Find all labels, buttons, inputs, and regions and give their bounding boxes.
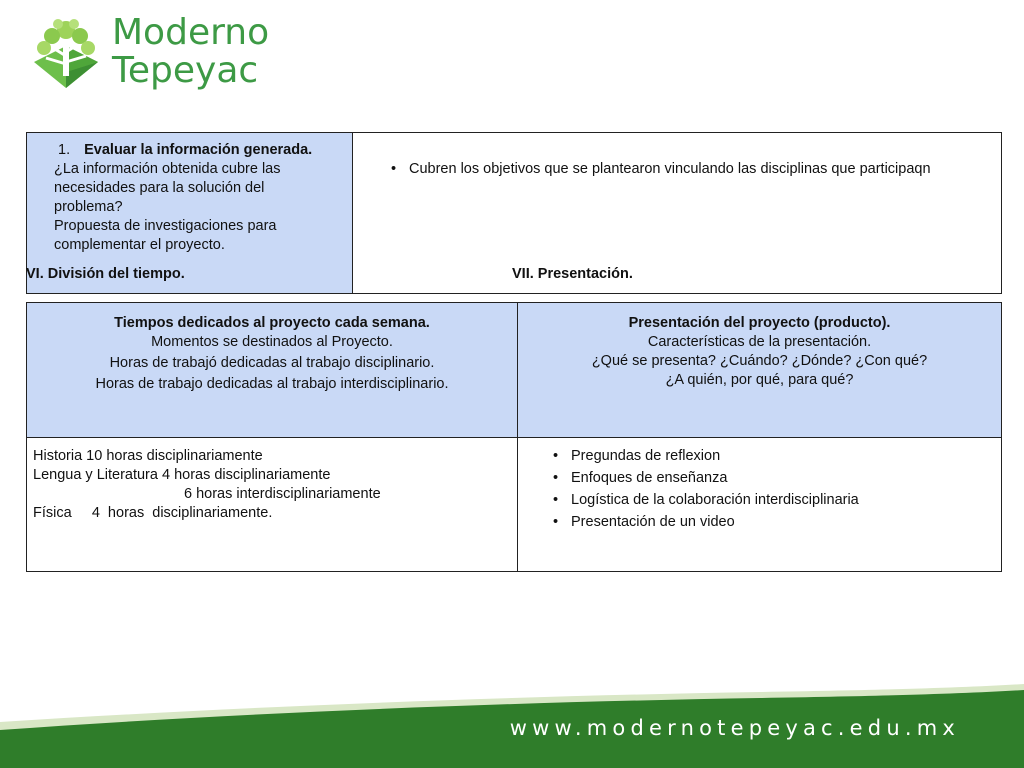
- time-detail-line: 6 horas interdisciplinariamente: [184, 486, 381, 502]
- logo-text: [112, 14, 269, 90]
- time-detail-line: Física 4 horas disciplinariamente.: [33, 505, 273, 521]
- presentation-header-title: Presentación del proyecto (producto).: [628, 315, 891, 331]
- presentation-detail-list: [549, 447, 995, 532]
- logo-line-2: Tepeyac: [112, 50, 259, 91]
- time-header-line: Horas de trabajó dedicadas al trabajo disciplinario.: [109, 355, 435, 371]
- presentation-header-cell: [518, 303, 1002, 438]
- list-item: • Presentación de un video: [549, 513, 995, 532]
- time-presentation-table: [26, 302, 1002, 572]
- section-time-division: VI. División del tiempo.: [26, 266, 185, 282]
- time-detail-line: Lengua y Literatura 4 horas disciplinariamente: [33, 467, 331, 483]
- evaluation-line: complementar el proyecto.: [54, 237, 225, 253]
- presentation-header-line: Características de la presentación.: [647, 334, 872, 350]
- evaluation-heading-text: Evaluar la información generada.: [84, 142, 313, 158]
- evaluation-result-list: [387, 160, 971, 179]
- presentation-detail-cell: [518, 438, 1002, 572]
- footer-wave: [0, 660, 1024, 768]
- presentation-header-line: ¿A quién, por qué, para qué?: [665, 372, 854, 388]
- time-header-title: Tiempos dedicados al proyecto cada semana.: [114, 315, 430, 331]
- list-item: • Cubren los objetivos que se plantearon vinculando las disciplinas que participaqn: [387, 160, 971, 179]
- time-header-cell: [27, 303, 518, 438]
- list-item: • Enfoques de enseñanza: [549, 469, 995, 488]
- evaluation-line: necesidades para la solución del: [54, 180, 265, 196]
- evaluation-result-cell: [353, 133, 1002, 294]
- footer-url: www.modernotepeyac.edu.mx: [509, 716, 960, 740]
- time-header-line: Horas de trabajo dedicadas al trabajo interdisciplinario.: [95, 376, 449, 392]
- list-item: • Logística de la colaboración interdisciplinaria: [549, 491, 995, 510]
- evaluation-line: Propuesta de investigaciones para: [54, 218, 277, 234]
- section-presentation: VII. Presentación.: [512, 266, 633, 282]
- time-header-line: Momentos se destinados al Proyecto.: [151, 334, 393, 350]
- logo-line-1: Moderno: [112, 12, 270, 53]
- evaluation-line: ¿La información obtenida cubre las: [54, 161, 281, 177]
- time-detail-cell: [27, 438, 518, 572]
- tree-logo-icon: [28, 16, 104, 92]
- evaluation-number: 1.: [58, 142, 71, 158]
- evaluation-heading: [54, 141, 342, 160]
- list-item: • Pregundas de reflexion: [549, 447, 995, 466]
- time-detail-line: Historia 10 horas disciplinariamente: [33, 448, 263, 464]
- presentation-header-line: ¿Qué se presenta? ¿Cuándo? ¿Dónde? ¿Con qué?: [591, 353, 928, 369]
- logo: [28, 14, 318, 94]
- evaluation-line: problema?: [54, 199, 123, 215]
